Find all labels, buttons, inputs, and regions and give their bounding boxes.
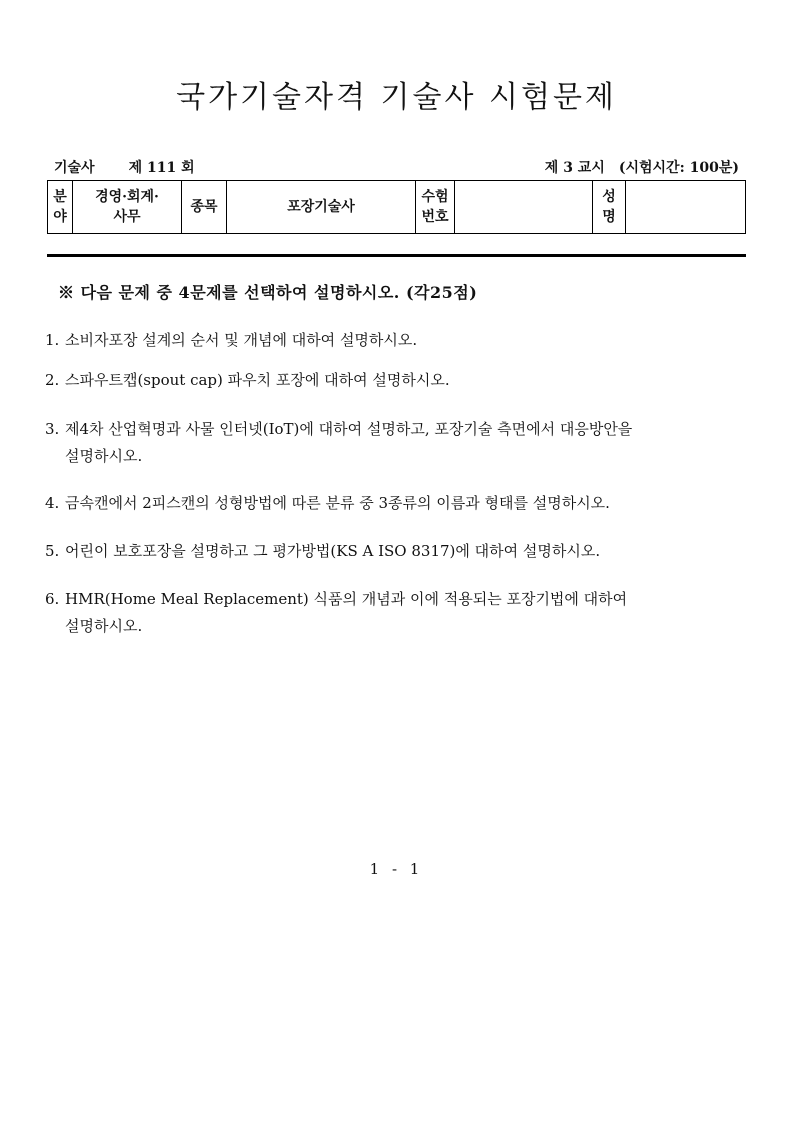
- exam-no-label-line1: 수험: [421, 189, 449, 205]
- exam-time: (시험시간: 100분): [618, 160, 739, 176]
- question-text: 소비자포장 설계의 순서 및 개념에 대하여 설명하시오.: [65, 331, 418, 349]
- question-item: [45, 586, 747, 640]
- exam-no-value-cell[interactable]: [455, 181, 593, 234]
- header-divider: [47, 254, 746, 257]
- question-text: 어린이 보호포장을 설명하고 그 평가방법(KS A ISO 8317)에 대하여 설명하시오.: [65, 542, 601, 560]
- question-number: 1.: [45, 331, 60, 349]
- instruction-text: ※ 다음 문제 중 4문제를 선택하여 설명하시오. (각25점): [58, 283, 478, 302]
- question-item: [45, 416, 747, 470]
- question-text: 스파우트캡(spout cap) 파우치 포장에 대하여 설명하시오.: [65, 371, 450, 389]
- exam-info-table: [47, 180, 746, 234]
- field-value-line1: 경영·회계·: [95, 189, 159, 205]
- question-item: [45, 538, 747, 565]
- exam-category: 기술사: [54, 160, 95, 176]
- question-text: 제4차 산업혁명과 사물 인터넷(IoT)에 대하여 설명하고, 포장기술 측면에서 대응방안을: [65, 420, 633, 438]
- name-label-line2: 명: [602, 209, 616, 225]
- question-text: 금속캔에서 2피스캔의 성형방법에 따른 분류 중 3종류의 이름과 형태를 설명하시오.: [65, 494, 610, 512]
- exam-no-label-cell: [416, 181, 455, 234]
- exam-session: 제 3 교시: [544, 160, 605, 176]
- item-value-cell: 포장기술사: [227, 181, 416, 234]
- exam-title: 국가기술자격 기술사 시험문제: [176, 80, 617, 115]
- question-item: [45, 490, 747, 517]
- question-number: 5.: [45, 542, 60, 560]
- question-item: [45, 327, 747, 354]
- exam-category-round: [54, 157, 229, 177]
- field-label-line2: 야: [53, 209, 67, 225]
- page-number: 1 - 1: [369, 860, 424, 878]
- question-number: 4.: [45, 494, 60, 512]
- question-number: 6.: [45, 590, 60, 608]
- name-label-cell: [593, 181, 626, 234]
- field-value-line2: 사무: [113, 209, 141, 225]
- question-item: [45, 367, 747, 394]
- field-value-cell: [73, 181, 182, 234]
- exam-session-time: [531, 157, 739, 177]
- question-text: HMR(Home Meal Replacement) 식품의 개념과 이에 적용되는 포장기법에 대하여: [65, 590, 628, 608]
- question-text-continued: 설명하시오.: [65, 617, 143, 635]
- field-label-cell: [48, 181, 73, 234]
- question-number: 2.: [45, 371, 60, 389]
- question-number: 3.: [45, 420, 60, 438]
- item-label-cell: 종목: [182, 181, 227, 234]
- question-text-continued: 설명하시오.: [65, 447, 143, 465]
- exam-round: 제 111 회: [128, 160, 195, 176]
- name-value-cell[interactable]: [626, 181, 746, 234]
- field-label-line1: 분: [53, 189, 67, 205]
- name-label-line1: 성: [602, 189, 616, 205]
- exam-no-label-line2: 번호: [421, 209, 449, 225]
